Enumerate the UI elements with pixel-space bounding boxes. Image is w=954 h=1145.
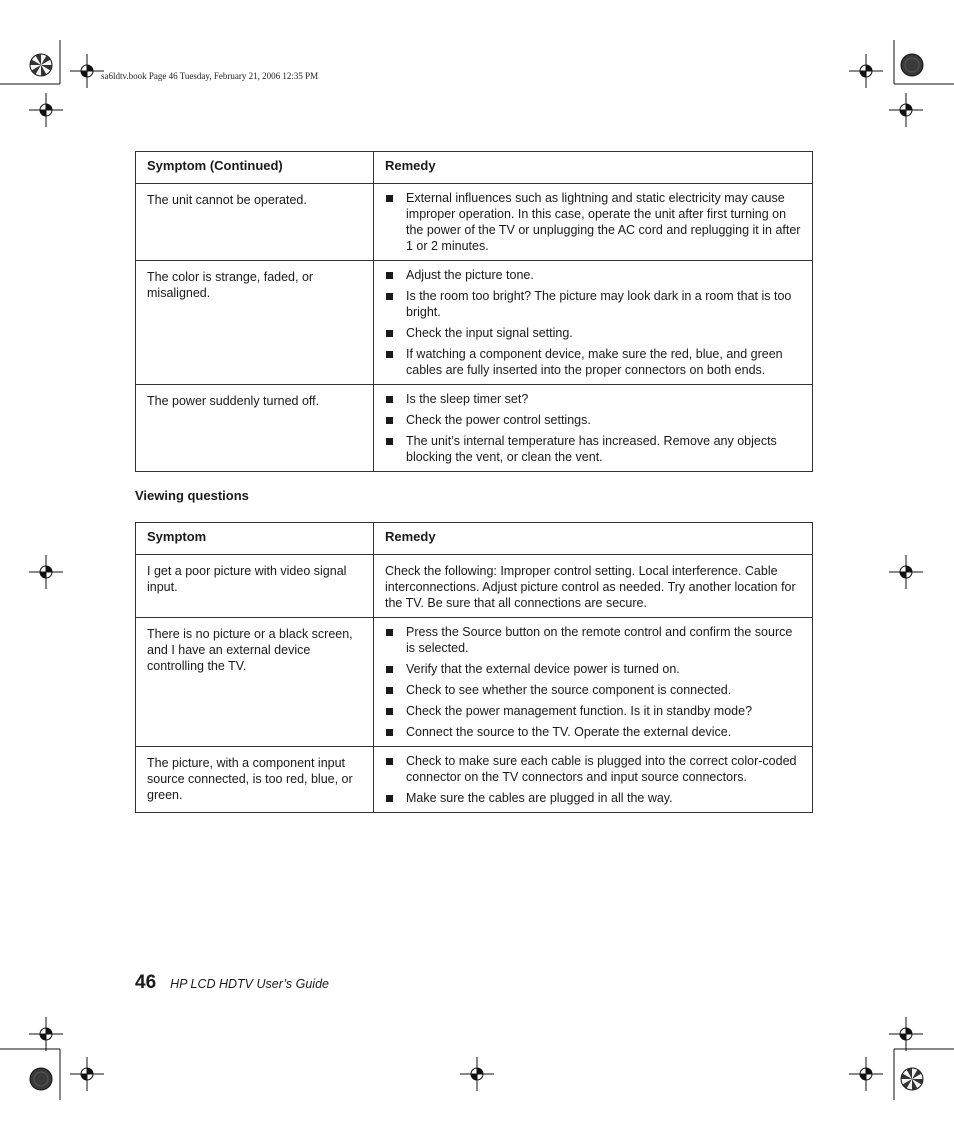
remedy-column-header: Remedy [374,523,813,555]
symptom-cell: There is no picture or a black screen, and I have an external device controlling the TV. [136,618,374,747]
remedy-item: External influences such as lightning and static electricity may cause improper operation. In this case, operate the unit after first turning on the power of the TV or unplugging the AC cord and replugging it in after 1 or 2 minutes. [385,190,801,254]
registration-crosshair-icon [29,1017,63,1051]
remedy-cell [374,184,813,261]
remedy-item: Check the power management function. Is it in standby mode? [385,703,801,719]
remedy-list [385,190,801,254]
registration-crosshair-icon [889,93,923,127]
remedy-list [385,624,801,740]
symptom-cell: I get a poor picture with video signal input. [136,555,374,618]
symptom-column-header: Symptom (Continued) [136,152,374,184]
remedy-item: Press the Source button on the remote control and confirm the source is selected. [385,624,801,656]
remedy-column-header: Remedy [374,152,813,184]
section-heading-viewing-questions: Viewing questions [135,488,249,503]
page-number: 46 [135,972,157,993]
remedy-item: Is the sleep timer set? [385,391,801,407]
remedy-cell [374,618,813,747]
table-row [136,385,813,472]
registration-crosshair-icon [70,1057,104,1091]
registration-starburst-icon [901,1068,923,1090]
troubleshooting-table-continued [135,151,813,472]
remedy-item: Verify that the external device power is turned on. [385,661,801,677]
page-footer [135,972,329,994]
remedy-cell: Check the following: Improper control setting. Local interference. Cable interconnections. Adjust picture control as needed. Try another location for the TV. Be sure that all connections are secure. [374,555,813,618]
table-row [136,618,813,747]
registration-crosshair-icon [849,1057,883,1091]
registration-crosshair-icon [29,93,63,127]
remedy-cell [374,261,813,385]
symptom-cell: The power suddenly turned off. [136,385,374,472]
remedy-cell [374,385,813,472]
remedy-item: Check to make sure each cable is plugged into the correct color-coded connector on the TV connectors and input source connectors. [385,753,801,785]
registration-crosshair-icon [460,1057,494,1091]
remedy-item: Check the input signal setting. [385,325,801,341]
viewing-questions-table [135,522,813,813]
registration-crosshair-icon [889,555,923,589]
registration-crosshair-icon [70,54,104,88]
remedy-item: The unit’s internal temperature has increased. Remove any objects blocking the vent, or clean the vent. [385,433,801,465]
symptom-column-header: Symptom [136,523,374,555]
registration-crosshair-icon [849,54,883,88]
remedy-item: Is the room too bright? The picture may look dark in a room that is too bright. [385,288,801,320]
remedy-cell [374,747,813,813]
print-slug-line: sa6ldtv.book Page 46 Tuesday, February 21, 2006 12:35 PM [101,71,319,81]
table-header-row [136,152,813,184]
remedy-item: Make sure the cables are plugged in all the way. [385,790,801,806]
registration-crosshair-icon [29,555,63,589]
registration-crosshair-icon [889,1017,923,1051]
remedy-item: If watching a component device, make sure the red, blue, and green cables are fully inserted into the proper connectors on both ends. [385,346,801,378]
symptom-cell: The picture, with a component input source connected, is too red, blue, or green. [136,747,374,813]
registration-starburst-icon [30,54,52,76]
table-row [136,261,813,385]
guide-title: HP LCD HDTV User’s Guide [170,977,329,991]
symptom-cell: The unit cannot be operated. [136,184,374,261]
remedy-list [385,267,801,378]
registration-disc-icon [30,1068,52,1090]
table-row [136,555,813,618]
remedy-item: Check the power control settings. [385,412,801,428]
table-row [136,747,813,813]
table-header-row [136,523,813,555]
remedy-list [385,753,801,806]
table-row [136,184,813,261]
remedy-item: Check to see whether the source component is connected. [385,682,801,698]
symptom-cell: The color is strange, faded, or misaligned. [136,261,374,385]
remedy-item: Connect the source to the TV. Operate the external device. [385,724,801,740]
remedy-item: Adjust the picture tone. [385,267,801,283]
registration-disc-icon [901,54,923,76]
remedy-list [385,391,801,465]
